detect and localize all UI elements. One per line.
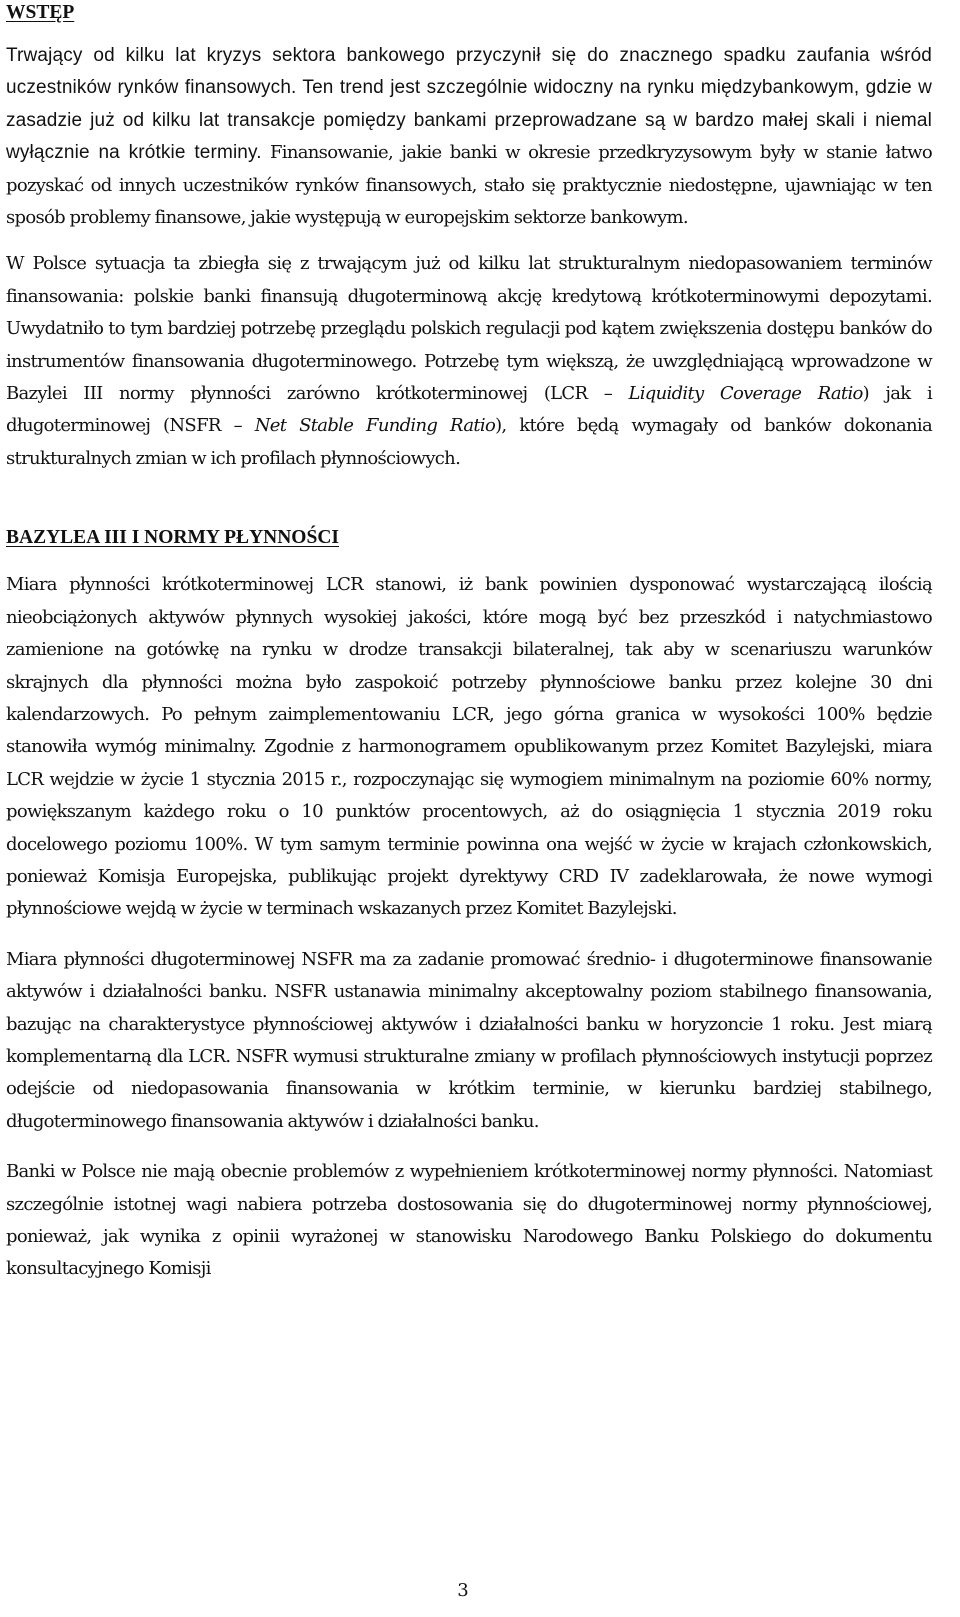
paragraph-poland-run-1: W Polsce sytuacja ta zbiegła się z trwającym już od kilku lat strukturalnym niedopasowaniem terminów finansowania: polskie banki finansują długoterminową akcję kredytową krótkoterminowymi depozytami. Uwydatniło to tym bardziej potrzebę przeglądu polskich regulacji pod kątem zwiększenia dostępu banków do instrumentów finansowania długoterminowego. Potrzebę tym większą, że uwzględniającą wprowadzone w Bazylei III normy płynności zarówno krótkoterminowej (LCR – (6, 253, 932, 405)
nsfr-term: Net Stable Funding Ratio (254, 415, 496, 437)
paragraph-poland (6, 248, 932, 475)
paragraph-lcr: Miara płynności krótkoterminowej LCR stanowi, iż bank powinien dysponować wystarczającą ilością nieobciążonych aktywów płynnych wysokiej jakości, które mogą być bez przeszkód i natychmiastowo zamienione na gotówkę na rynku w drodze transakcji bilateralnej, tak aby w scenariuszu warunków skrajnych dla płynności można było zaspokoić potrzeby płynnościowe banku przez kolejne 30 dni kalendarzowych. Po pełnym zaimplementowaniu LCR, jego górna granica w wysokości 100% będzie stanowiła wymóg minimalny. Zgodnie z harmonogramem opublikowanym przez Komitet Bazylejski, miara LCR wejdzie w życie 1 stycznia 2015 r., rozpoczynając się wymogiem minimalnym na poziomie 60% normy, powiększanym każdego roku o 10 punktów procentowych, aż do osiągnięcia 1 stycznia 2019 roku docelowego poziomu 100%. W tym samym terminie powinna ona wejść w życie w krajach członkowskich, ponieważ Komisja Europejska, publikując projekt dyrektywy CRD IV zadeklarowała, że nowe wymogi płynnościowe wejdą w życie w terminach wskazanych przez Komitet Bazylejski. (6, 574, 932, 920)
paragraph-intro-serif-run: Finansowanie, jakie banki w okresie przedkryzysowym były w stanie łatwo pozyskać od innych uczestników rynków finansowych, stało się praktycznie niedostępne, ujawniając w ten sposób problemy finansowe, jakie występują w europejskim sektorze bankowym. (6, 142, 932, 229)
paragraph-intro (6, 40, 932, 234)
document-page (6, 0, 932, 1286)
section-heading-wstep: WSTĘP (6, 2, 75, 23)
paragraph-banks: Banki w Polsce nie mają obecnie problemów z wypełnieniem krótkoterminowej normy płynności. Natomiast szczególnie istotnej wagi nabiera potrzeba dostosowania się do długoterminowej normy płynnościowej, ponieważ, jak wynika z opinii wyrażonej w stanowisku Narodowego Banku Polskiego do dokumentu konsultacyjnego Komisji (6, 1161, 932, 1280)
paragraph-poland-run-2: ) jak i długoterminowej (NSFR – (6, 383, 932, 437)
paragraph-nsfr: Miara płynności długoterminowej NSFR ma za zadanie promować średnio- i długoterminowe finansowanie aktywów i działalności banku. NSFR ustanawia minimalny akceptowalny poziom stabilnego finansowania, bazując na charakterystyce płynnościowej aktywów i działalności banku w horyzoncie 1 roku. Jest miarą komplementarną dla LCR. NSFR wymusi strukturalne zmiany w profilach płynnościowych instytucji poprzez odejście od niedopasowania finansowania w krótkim terminie, w kierunku bardziej stabilnego, długoterminowego finansowania aktywów i działalności banku. (6, 948, 932, 1132)
page-number: 3 (457, 1580, 469, 1601)
paragraph-poland-run-3: ), które będą wymagały od banków dokonania strukturalnych zmian w ich profilach płynnościowych. (6, 415, 932, 469)
paragraph-intro-sans-run: Trwający od kilku lat kryzys sektora bankowego przyczynił się do znacznego spadku zaufania wśród uczestników rynków finansowych. Ten trend jest szczególnie widoczny na rynku międzybankowym, gdzie w zasadzie już od kilku lat transakcje pomiędzy bankami przeprowadzane są w bardzo małej skali i niemal wyłącznie na krótkie terminy. (6, 45, 932, 164)
lcr-term: Liquidity Coverage Ratio (628, 383, 863, 405)
section-heading-bazylea: BAZYLEA III I NORMY PŁYNNOŚCI (6, 527, 339, 549)
